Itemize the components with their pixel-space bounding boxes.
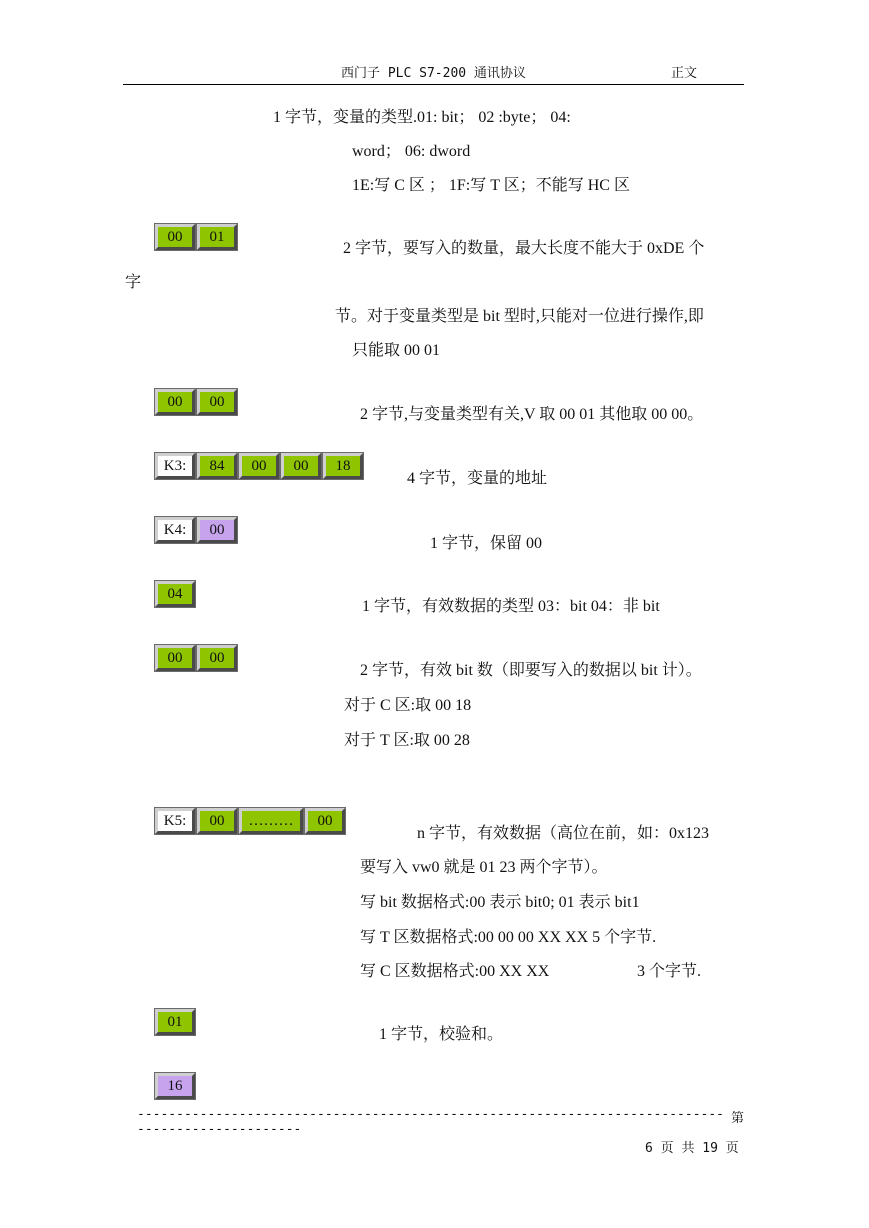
text-line: 3 个字节. <box>637 963 702 980</box>
text-line: 对于 C 区:取 00 18 <box>344 697 472 714</box>
field-label-k3: K3: <box>155 453 195 479</box>
byte-cells-row <box>155 1073 195 1099</box>
byte-cell: 01 <box>197 224 237 250</box>
text-line: 1E:写 C 区 ； 1F:写 T 区；不能写 HC 区 <box>352 177 630 194</box>
text-line: 写 C 区数据格式:00 XX XX <box>360 963 550 980</box>
text-line: 1 字节，保留 00 <box>430 535 543 552</box>
byte-cell: 00 <box>155 389 195 415</box>
byte-cell: 16 <box>155 1073 195 1099</box>
text-line: 字 <box>125 274 142 291</box>
byte-cells-row <box>155 808 345 834</box>
byte-cells-row <box>155 1009 195 1035</box>
text-line: 4 字节，变量的地址 <box>407 470 548 487</box>
text-line: 写 bit 数据格式:00 表示 bit0; 01 表示 bit1 <box>360 894 640 911</box>
field-label-k5: K5: <box>155 808 195 834</box>
byte-cell: 00 <box>281 453 321 479</box>
text-line: word； 06: dword <box>352 143 471 160</box>
byte-cell: 00 <box>155 224 195 250</box>
byte-cells-row <box>155 581 195 607</box>
byte-cell: 01 <box>155 1009 195 1035</box>
byte-cells-row <box>155 224 237 250</box>
text-line: 写 T 区数据格式:00 00 00 XX XX 5 个字节. <box>360 929 657 946</box>
text-line: n 字节，有效数据（高位在前，如：0x123 <box>417 825 710 842</box>
byte-cell: 00 <box>239 453 279 479</box>
byte-cells-row <box>155 389 237 415</box>
header-divider <box>123 84 744 85</box>
text-line: 只能取 00 01 <box>352 342 441 359</box>
text-line: 节。对于变量类型是 bit 型时,只能对一位进行操作,即 <box>335 308 704 325</box>
text-line: 2 字节，有效 bit 数（即要写入的数据以 bit 计）。 <box>360 662 702 679</box>
byte-cells-row <box>155 517 237 543</box>
text-line: 对于 T 区:取 00 28 <box>344 732 470 749</box>
byte-cell: 04 <box>155 581 195 607</box>
text-line: 要写入 vw0 就是 01 23 两个字节）。 <box>360 859 608 876</box>
page-header-section: 正文 <box>671 66 698 81</box>
byte-cells-row <box>155 453 363 479</box>
text-line: 2 字节，要写入的数量，最大长度不能大于 0xDE 个 <box>343 240 705 257</box>
footer-page-number: 6 页 共 19 页 <box>645 1141 739 1156</box>
byte-cell: 00 <box>305 808 345 834</box>
page-header-title: 西门子 PLC S7-200 通讯协议 <box>341 66 526 81</box>
text-line: 1 字节，有效数据的类型 03：bit 04：非 bit <box>362 598 660 615</box>
text-line: 1 字节，变量的类型.01: bit； 02 :byte； 04: <box>273 109 571 126</box>
byte-cell: 18 <box>323 453 363 479</box>
footer-dashes: ------------------------------------------------------------------------------------------------ <box>137 1107 724 1137</box>
byte-cells-row <box>155 645 237 671</box>
footer-di: 第 <box>731 1111 745 1126</box>
byte-cell-ellipsis: ……… <box>239 808 303 834</box>
byte-cell: 00 <box>197 517 237 543</box>
byte-cell: 00 <box>155 645 195 671</box>
text-line: 1 字节，校验和。 <box>379 1026 504 1043</box>
field-label-k4: K4: <box>155 517 195 543</box>
byte-cell: 00 <box>197 389 237 415</box>
byte-cell: 00 <box>197 808 237 834</box>
byte-cell: 00 <box>197 645 237 671</box>
byte-cell: 84 <box>197 453 237 479</box>
text-line: 2 字节,与变量类型有关,V 取 00 01 其他取 00 00。 <box>360 406 704 423</box>
